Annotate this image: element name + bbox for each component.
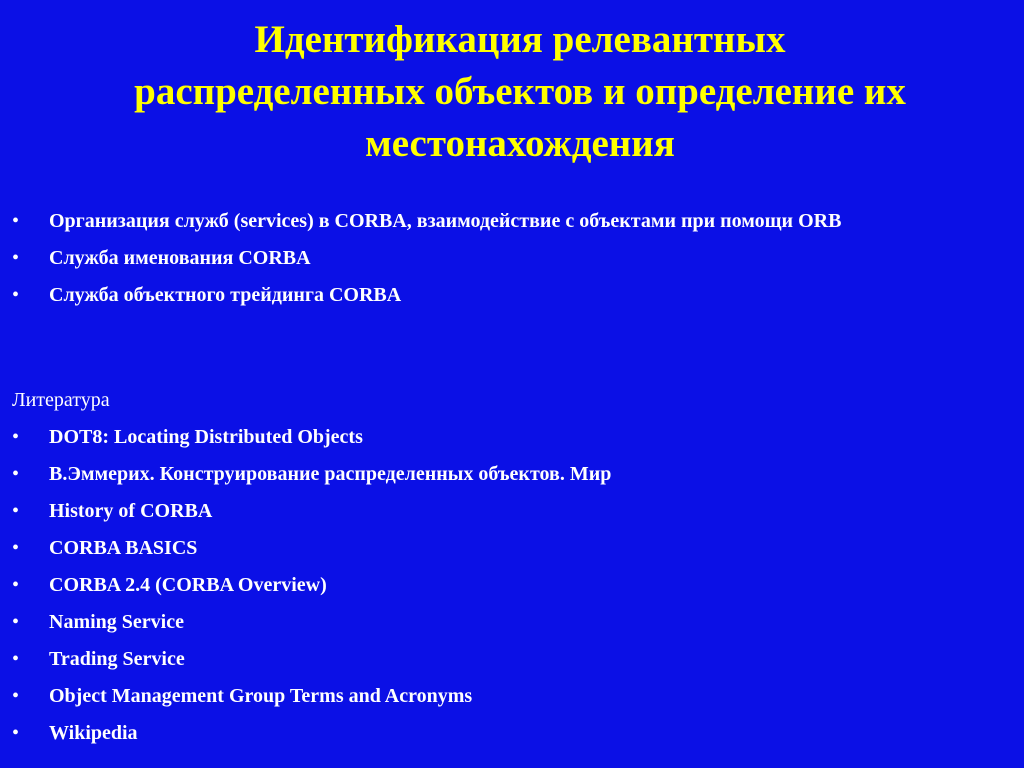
literature-item[interactable] (0, 683, 929, 710)
slide-title-line-3: местонахождения (365, 122, 675, 165)
bullet-icon: • (12, 648, 20, 670)
literature-item[interactable] (0, 720, 929, 747)
slide-title (40, 14, 1000, 170)
bullet-icon: • (12, 210, 20, 232)
bullet-icon: • (12, 426, 20, 448)
literature-link[interactable]: History of CORBA (49, 500, 213, 522)
bullet-icon: • (12, 463, 20, 485)
bullet-icon: • (12, 574, 20, 596)
literature-item[interactable] (0, 461, 929, 488)
literature-item[interactable] (0, 535, 929, 562)
topic-text: Служба объектного трейдинга CORBA (49, 284, 402, 306)
literature-link[interactable]: DOT8: Locating Distributed Objects (49, 426, 363, 448)
literature-heading: Литература (12, 389, 110, 411)
slide-title-line-2: распределенных объектов и определение их (134, 70, 906, 113)
literature-item[interactable] (0, 572, 929, 599)
bullet-icon: • (12, 611, 20, 633)
literature-link[interactable]: В.Эммерих. Конструирование распределенных объектов. Мир (49, 463, 612, 485)
bullet-icon: • (12, 284, 20, 306)
literature-link[interactable]: Naming Service (49, 611, 184, 633)
literature-link[interactable]: Trading Service (49, 648, 185, 670)
topic-text: Организация служб (services) в CORBA, взаимодействие с объектами при помощи ORB (49, 210, 842, 232)
literature-link[interactable]: CORBA BASICS (49, 537, 198, 559)
bullet-icon: • (12, 685, 20, 707)
bullet-icon: • (12, 247, 20, 269)
topic-item (0, 245, 929, 272)
literature-item[interactable] (0, 424, 929, 451)
literature-link[interactable]: CORBA 2.4 (CORBA Overview) (49, 574, 327, 596)
literature-item[interactable] (0, 646, 929, 673)
topic-item (0, 282, 929, 309)
bullet-icon: • (12, 722, 20, 744)
literature-link[interactable]: Object Management Group Terms and Acronyms (49, 685, 473, 707)
literature-link[interactable]: Wikipedia (49, 722, 138, 744)
bullet-icon: • (12, 537, 20, 559)
literature-list (0, 424, 929, 757)
topics-list (0, 208, 929, 319)
topic-item (0, 208, 929, 235)
literature-item[interactable] (0, 609, 929, 636)
bullet-icon: • (12, 500, 20, 522)
slide-title-line-1: Идентификация релевантных (254, 18, 786, 61)
literature-item[interactable] (0, 498, 929, 525)
topic-text: Служба именования CORBA (49, 247, 311, 269)
